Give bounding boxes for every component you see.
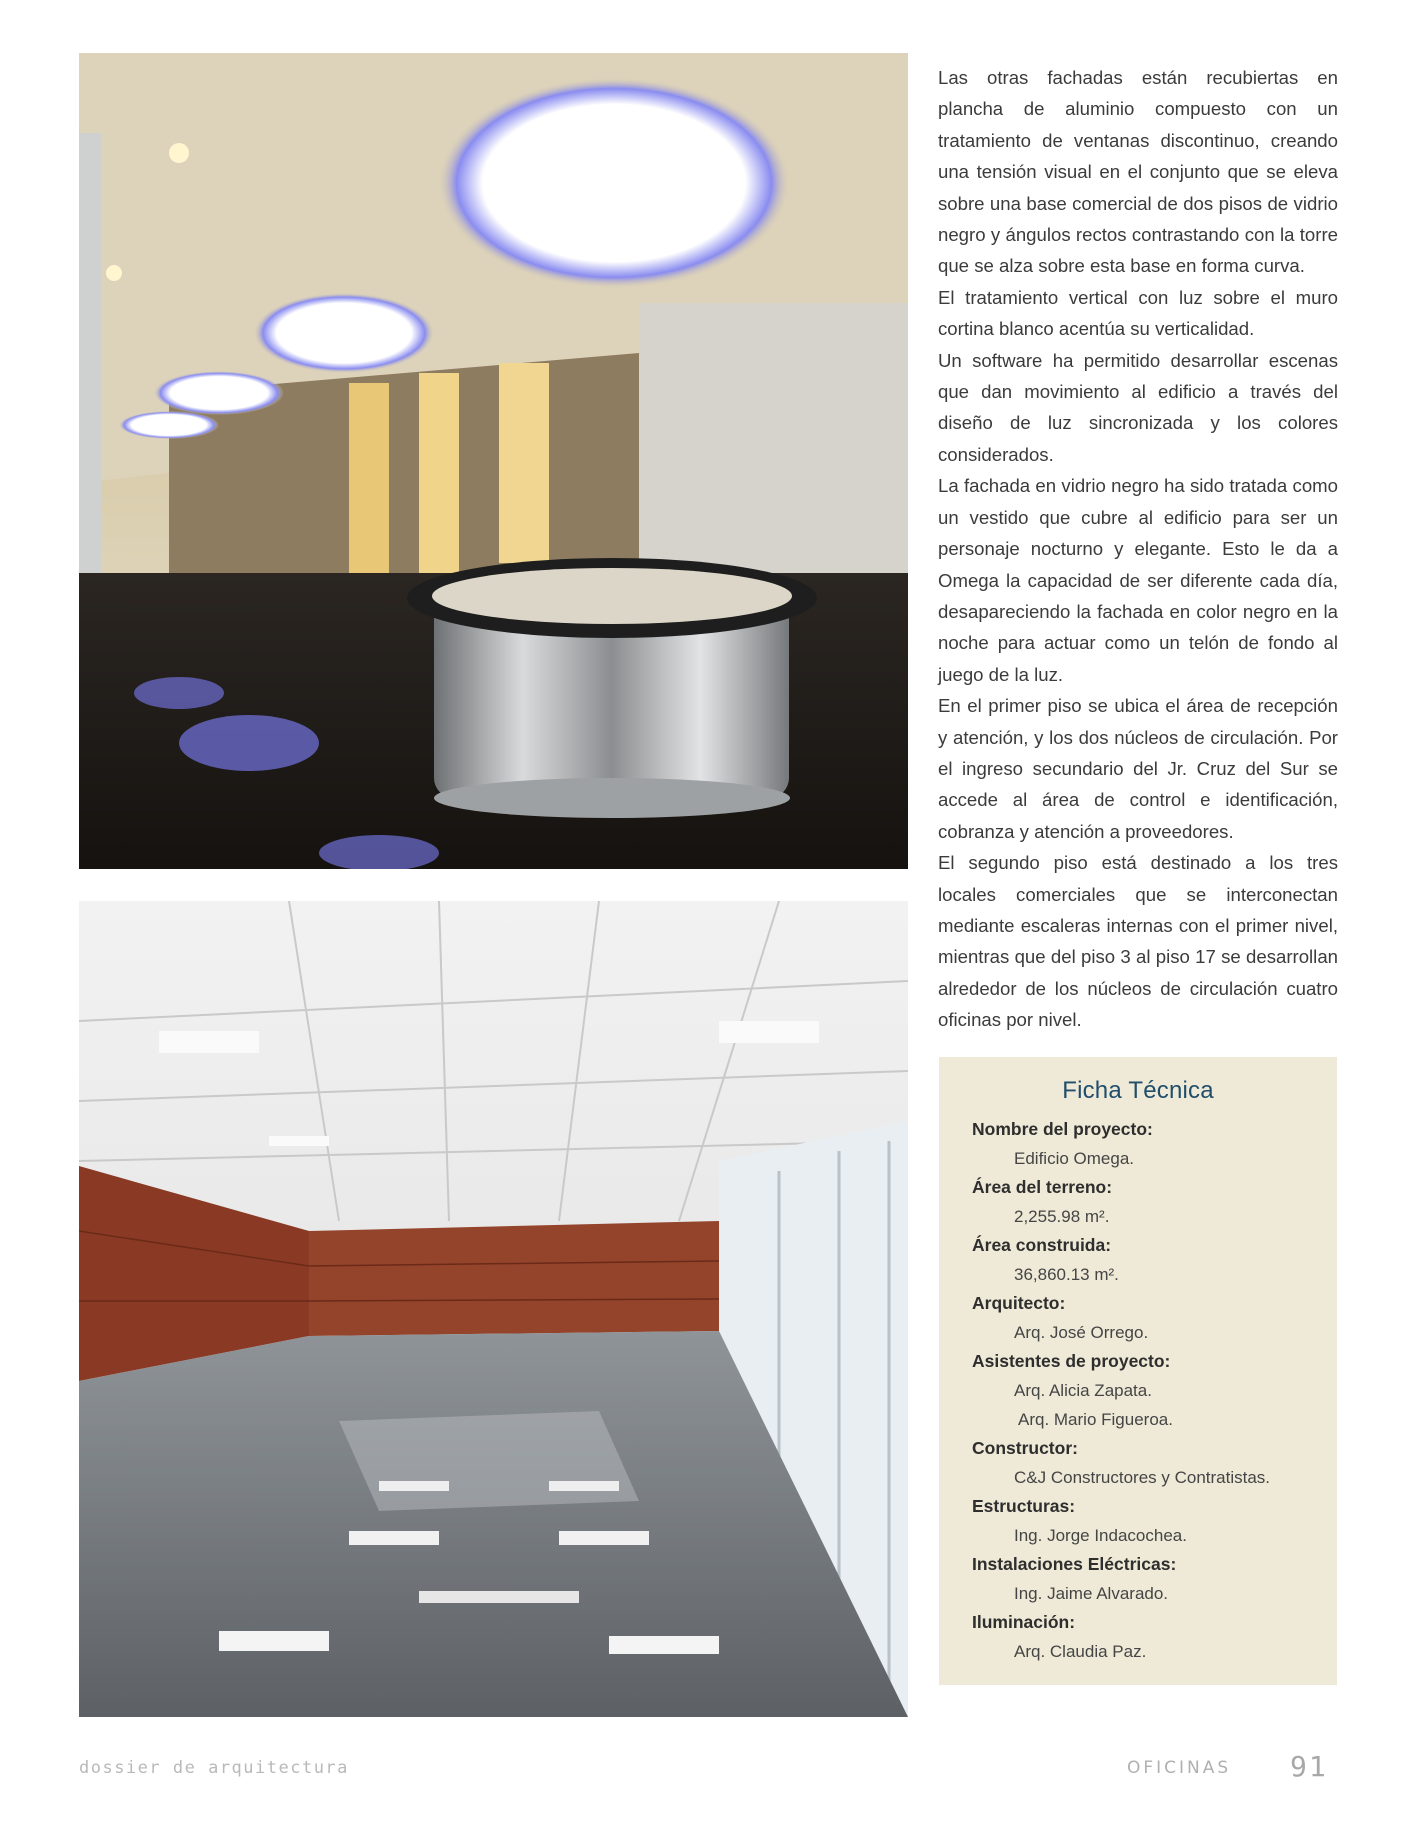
sheet-value: 36,860.13 m². — [1014, 1265, 1119, 1284]
paragraph: Un software ha permitido desarrollar escenas que dan movimiento al edificio a través del diseño de luz sincronizada y los colores considerados. — [938, 349, 1338, 465]
sheet-label: Área del terreno: — [972, 1177, 1113, 1197]
sheet-value: 2,255.98 m². — [1014, 1207, 1110, 1226]
sheet-label: Constructor: — [972, 1438, 1078, 1458]
paragraph: El segundo piso está destinado a los tres locales comerciales que se interconectan mediante escaleras internas con el primer nivel, mientras que del piso 3 al piso 17 se desarrollan alrededor de los núcleos de circulación cuatro oficinas por nivel. — [938, 852, 1338, 1031]
paragraph: Las otras fachadas están recubiertas en plancha de aluminio compuesto con un tratamiento de ventanas discontinuo, creando una tensión visual en el conjunto que se eleva sobre una base comercial de dos pisos de vidrio negro y ángulos rectos contrastando con la torre que se alza sobre esta base en forma curva. — [938, 67, 1338, 277]
sheet-value: Arq. Claudia Paz. — [1014, 1642, 1147, 1661]
paragraph: El tratamiento vertical con luz sobre el muro cortina blanco acentúa su verticalidad. — [938, 286, 1338, 340]
photo-lobby-reception — [79, 53, 908, 869]
sheet-value: Edificio Omega. — [1014, 1149, 1134, 1168]
sheet-label: Área construida: — [972, 1235, 1112, 1255]
sheet-value: Ing. Jorge Indacochea. — [1014, 1526, 1187, 1545]
sheet-value: Arq. Alicia Zapata. — [1014, 1381, 1152, 1400]
sheet-value: Arq. Mario Figueroa. — [1018, 1410, 1173, 1429]
lobby-illustration — [79, 53, 908, 869]
publication-name: dossier de arquitectura — [79, 1758, 349, 1778]
page-number: 91 — [1290, 1750, 1328, 1783]
sheet-value: Arq. José Orrego. — [1014, 1323, 1149, 1342]
technical-sheet-title: Ficha Técnica — [1062, 1077, 1214, 1104]
sheet-label: Estructuras: — [972, 1496, 1076, 1516]
sheet-label: Instalaciones Eléctricas: — [972, 1554, 1177, 1574]
sheet-label: Nombre del proyecto: — [972, 1119, 1153, 1139]
sheet-value: C&J Constructores y Contratistas. — [1014, 1468, 1271, 1487]
paragraph: La fachada en vidrio negro ha sido tratada como un vestido que cubre al edificio para ser un personaje nocturno y elegante. Esto le da a Omega la capacidad de ser diferente cada día, desapareciendo la fachada en color negro en la noche para actuar como un telón de fondo al juego de la luz. — [938, 475, 1338, 685]
paragraph: En el primer piso se ubica el área de recepción y atención, y los dos núcleos de circulación. Por el ingreso secundario del Jr. Cruz del Sur se accede al área de control e identificación, cobranza y atención a proveedores. — [938, 695, 1338, 842]
section-name: OFICINAS — [1127, 1758, 1232, 1778]
sheet-label: Asistentes de proyecto: — [972, 1351, 1171, 1371]
sheet-label: Arquitecto: — [972, 1293, 1066, 1313]
office-illustration — [79, 901, 908, 1717]
article-body — [938, 62, 1338, 1036]
photo-office-floor — [79, 901, 908, 1717]
sheet-value: Ing. Jaime Alvarado. — [1014, 1584, 1169, 1603]
technical-sheet — [939, 1057, 1337, 1685]
sheet-label: Iluminación: — [972, 1612, 1076, 1632]
